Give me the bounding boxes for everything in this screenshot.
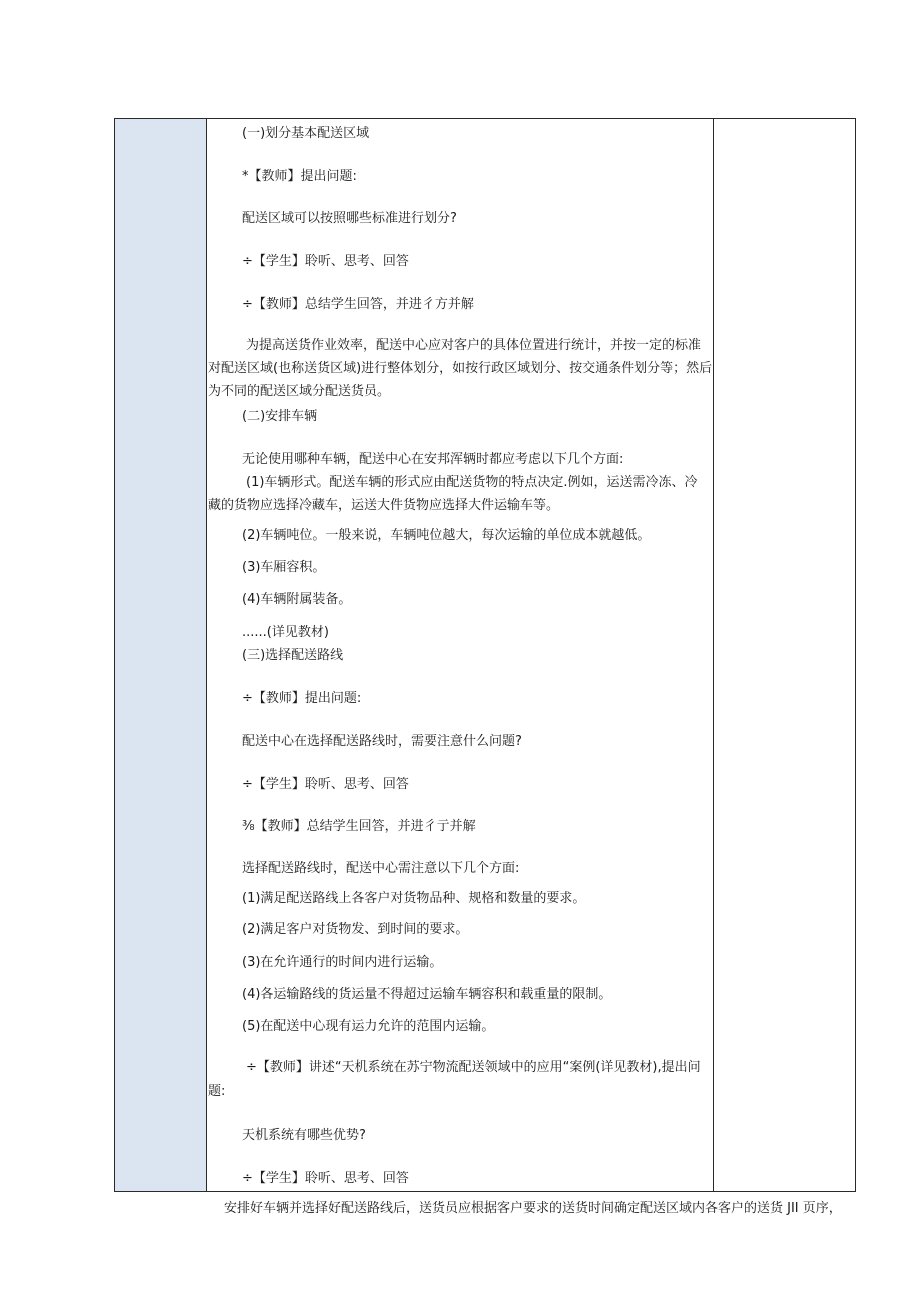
teacher-line: ÷【教师】提出问题: xyxy=(242,691,362,706)
student-line: ÷【学生】聆听、思考、回答 xyxy=(242,254,409,269)
question-line: 配送中心在选择配送路线时，需要注意什么问题? xyxy=(242,734,522,749)
list-item: (2)车辆吨位。一般来说，车辆吨位越大，每次运输的单位成本就越低。 xyxy=(242,528,651,543)
paragraph-line: 题: xyxy=(208,1084,226,1099)
list-item: (3)车厢容积。 xyxy=(242,560,326,575)
paragraph-line: (1)车辆形式。配送车辆的形式应由配送货物的特点决定.例如，运送需冷冻、冷 xyxy=(246,475,698,490)
left-column xyxy=(115,119,207,1191)
section-heading: (二)安排车辆 xyxy=(242,409,318,424)
paragraph-line: 藏的货物应选择冷藏车，运送大件货物应选择大件运输车等。 xyxy=(208,498,560,513)
paragraph-line: 对配送区域(也称送货区域)进行整体划分，如按行政区域划分、按交通条件划分等；然后 xyxy=(208,361,713,376)
right-column xyxy=(713,119,855,1191)
list-item: (2)满足客户对货物发、到时间的要求。 xyxy=(242,922,469,937)
list-item: (5)在配送中心现有运力允许的范围内运输。 xyxy=(242,1019,495,1034)
list-item: (3)在允许通行的时间内进行运输。 xyxy=(242,955,443,970)
student-line: ÷【学生】聆听、思考、回答 xyxy=(242,777,409,792)
list-item: (4)各运输路线的货运量不得超过运输车辆容积和载重量的限制。 xyxy=(242,987,612,1002)
paragraph-line: 选择配送路线时，配送中心需注意以下几个方面: xyxy=(242,861,520,876)
paragraph-line: 为提高送货作业效率，配送中心应对客户的具体位置进行统计，并按一定的标准 xyxy=(246,338,702,353)
section-heading: (三)选择配送路线 xyxy=(242,648,344,663)
student-line: ÷【学生】聆听、思考、回答 xyxy=(242,1171,409,1186)
continuation-paragraph: 安排好车辆并选择好配送路线后，送货员应根据客户要求的送货时间确定配送区域内各客户的送货 JII 页序， xyxy=(224,1201,842,1216)
question-line: 配送区域可以按照哪些标准进行划分? xyxy=(242,211,457,226)
teacher-line: ÷【教师】总结学生回答，并进彳方并解 xyxy=(242,297,474,312)
question-line: 天机系统有哪些优势? xyxy=(242,1128,366,1143)
teacher-line: ÷【教师】讲述“天机系统在苏宁物流配送领域中的应用“案例(详见教材),提出问 xyxy=(246,1060,701,1075)
list-item: (1)满足配送路线上各客户对货物品种、规格和数量的要求。 xyxy=(242,891,586,906)
paragraph-line: 为不同的配送区域分配送货员。 xyxy=(208,384,391,399)
paragraph-line: 无论使用哪种车辆，配送中心在安邦浑辆时都应考虑以下几个方面: xyxy=(242,452,624,467)
list-item: (4)车辆附属装备。 xyxy=(242,592,352,607)
section-heading: (一)划分基本配送区域 xyxy=(242,126,370,141)
note-line: ......(详见教材) xyxy=(242,625,329,640)
teacher-line: ⅜【教师】总结学生回答，并进彳亍并解 xyxy=(242,819,476,834)
teacher-line: *【教师】提出问题: xyxy=(242,169,357,184)
